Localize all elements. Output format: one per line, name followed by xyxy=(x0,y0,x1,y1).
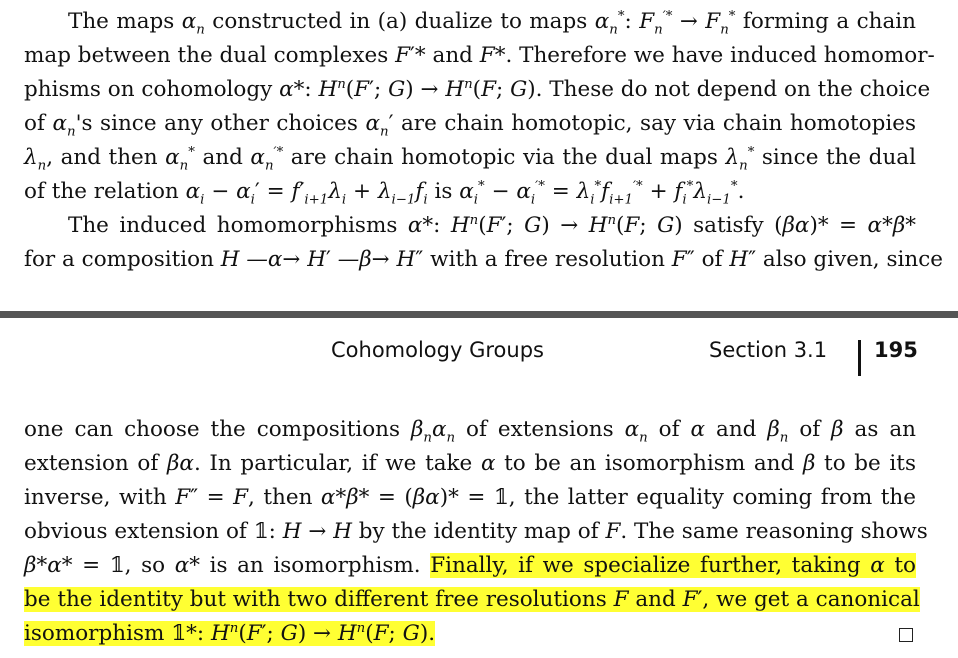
text-line: one can choose the compositions $\beta_n\alpha_n$ of extensions $\alpha_n$ of α and $\beta_n$ of β as an xyxy=(24,417,916,446)
text-line: obvious extension of 𝟙: H → H by the identity map of F. The same reasoning shows xyxy=(24,519,928,544)
highlighted-text-line: isomorphism 𝟙*: $H^n(F'$; $G) \to H^n(F$; G). xyxy=(24,620,436,646)
qed-square-icon xyxy=(899,628,913,642)
text-line: of $\alpha_n's$ since any other choices $\alpha_n'$ are chain homotopic, say via chain homotopies xyxy=(24,111,916,140)
page-divider xyxy=(0,311,958,318)
text-line: inverse, with F″ = F, then α*β* = (βα)* = 𝟙, the latter equality coming from the xyxy=(24,485,916,510)
text-line: map between the dual complexes F′* and F*. Therefore we have induced homomor- xyxy=(24,43,935,68)
text-line: extension of βα. In particular, if we take α to be an isomorphism and β to be its xyxy=(24,451,916,476)
text-line: of the relation $\alpha_i - \alpha_i' = f'_{i+1}\lambda_i + \lambda_{i-1}f_i$ is $\alpha_i^* - \alpha_i^{'*} = \lambda_i^*f_{i+1}^{'*} + f_i^*\lambda_{i-1}^*$. xyxy=(24,178,745,208)
text-line: The induced homomorphisms α*: $H^n(F'$; $G) \to H^n(F$; G) satisfy (βα)* = α*β* xyxy=(68,212,917,238)
text-line: phisms on cohomology α*: $H^n(F'$; $G) \to H^n(F$; G). These do not depend on the choice xyxy=(24,76,931,102)
header-rule xyxy=(858,340,861,376)
text-line: β*α* = 𝟙, so α* is an isomorphism. Finally, if we specialize further, taking α to xyxy=(24,553,916,578)
highlighted-text-line: be the identity but with two different free resolutions F and F′, we get a canonical xyxy=(24,587,920,612)
text-line: The maps $\alpha_n$ constructed in (a) dualize to maps $\alpha_n^*$: $F_n^{'*} \to F_n^*$ forming a chain xyxy=(68,8,916,38)
text-line: $\lambda_n$, and then $\alpha_n^*$ and $\alpha_n^{'*}$ are chain homotopic via the dual maps $\lambda_n^*$ since the dual xyxy=(24,144,916,174)
page-number: 195 xyxy=(874,338,918,362)
running-header-section: Section 3.1 xyxy=(709,338,828,362)
running-header-title: Cohomology Groups xyxy=(331,338,544,362)
text-line: for a composition H —α→ H′ —β→ H″ with a free resolution F″ of H″ also given, since xyxy=(24,247,943,272)
